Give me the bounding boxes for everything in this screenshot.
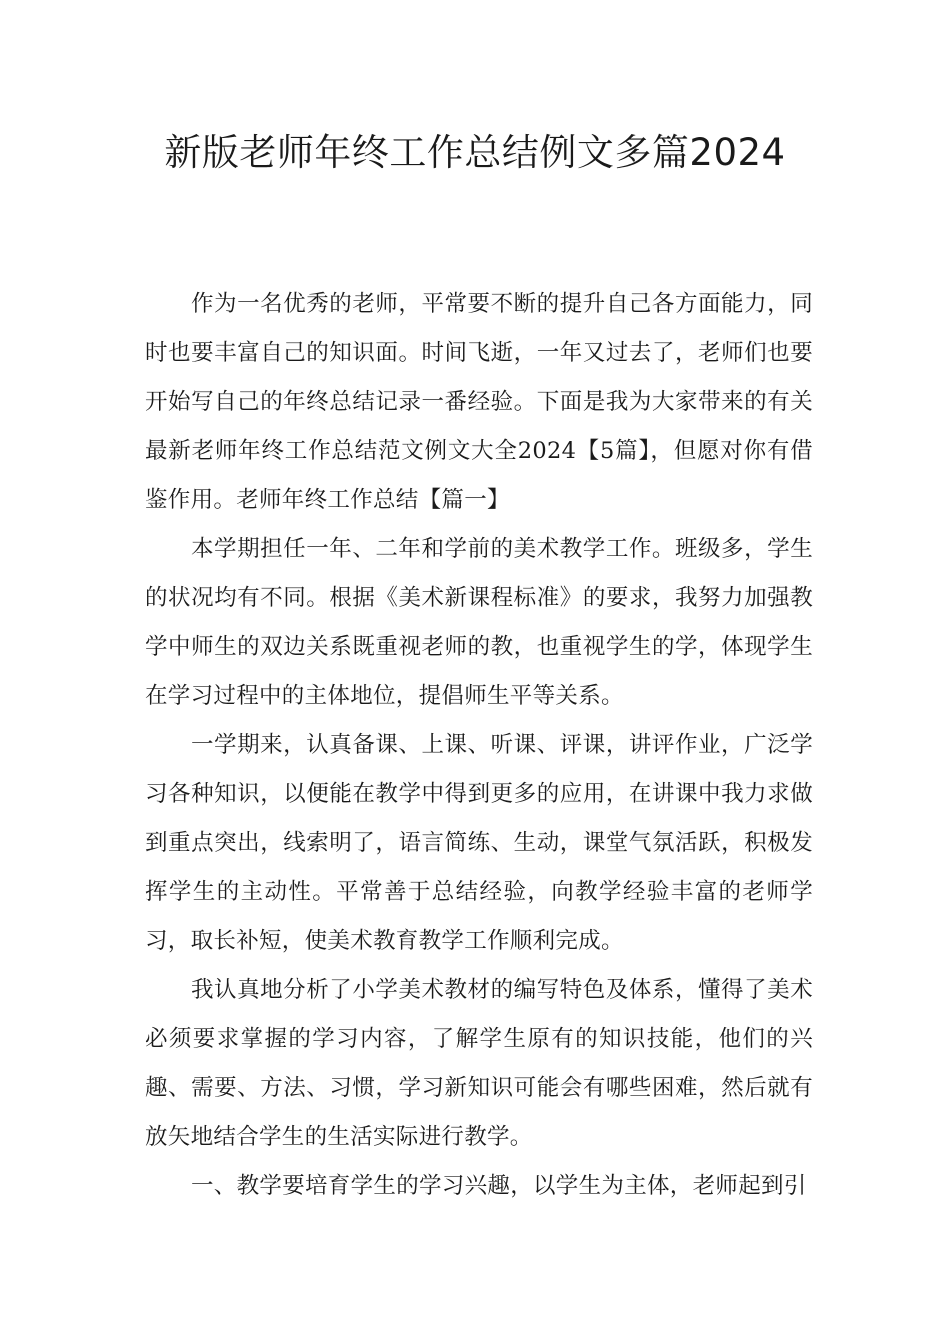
document-title: 新版老师年终工作总结例文多篇2024 xyxy=(164,131,786,174)
document-body xyxy=(145,280,813,1211)
paragraph-section-one: 一、教学要培育学生的学习兴趣，以学生为主体，老师起到引 xyxy=(191,1173,807,1199)
paragraph-teaching-duty: 本学期担任一年、二年和学前的美术教学工作。班级多，学生的状况均有不同。根据《美术新课程标准》的要求，我努力加强教学中师生的双边关系既重视老师的教，也重视学生的学，体现学生在学习过程中的主体地位，提倡师生平等关系。 xyxy=(145,536,813,709)
paragraph-intro: 作为一名优秀的老师，平常要不断的提升自己各方面能力，同时也要丰富自己的知识面。时间飞逝，一年又过去了，老师们也要开始写自己的年终总结记录一番经验。下面是我为大家带来的有关最新老师年终工作总结范文例文大全2024【5篇】，但愿对你有借鉴作用。老师年终工作总结【篇一】 xyxy=(145,291,813,513)
paragraph-textbook-analysis: 我认真地分析了小学美术教材的编写特色及体系，懂得了美术必须要求掌握的学习内容，了解学生原有的知识技能，他们的兴趣、需要、方法、习惯，学习新知识可能会有哪些困难，然后就有放矢地结合学生的生活实际进行教学。 xyxy=(145,977,813,1150)
paragraph-semester-work: 一学期来，认真备课、上课、听课、评课，讲评作业，广泛学习各种知识，以便能在教学中得到更多的应用，在讲课中我力求做到重点突出，线索明了，语言简练、生动，课堂气氛活跃，积极发挥学生的主动性。平常善于总结经验，向教学经验丰富的老师学习，取长补短，使美术教育教学工作顺利完成。 xyxy=(145,732,813,954)
